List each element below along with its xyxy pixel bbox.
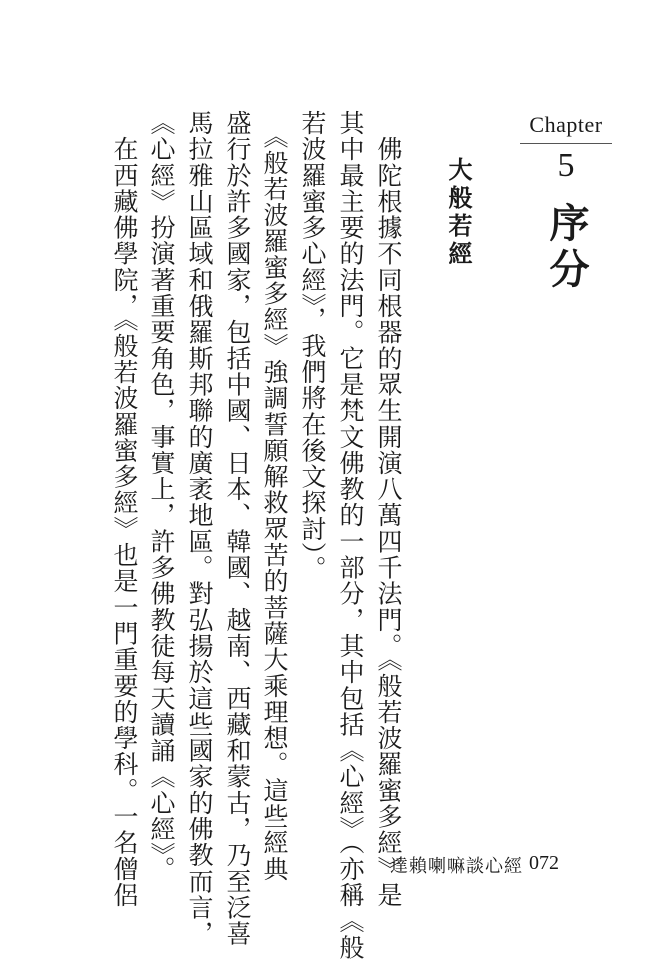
body-column-7: 《心經》扮演著重要角色，事實上，許多佛教徒每天讀誦《心經》。: [147, 110, 176, 882]
body-column-5: 盛行於許多國家，包括中國、日本、韓國、越南、西藏和蒙古，乃至泛喜: [223, 110, 252, 947]
chapter-label: Chapter: [529, 112, 603, 137]
body-column-4: 《般若波羅蜜多經》強調誓願解救眾苦的菩薩大乘理想。這些經典: [260, 110, 289, 882]
chapter-divider: [520, 143, 612, 144]
body-column-1: 佛陀根據不同根器的眾生開演八萬四千法門。《般若波羅蜜多經》是: [374, 110, 403, 909]
running-footer-title: 達賴喇嘛談心經: [390, 856, 523, 877]
body-column-6: 馬拉雅山區域和俄羅斯邦聯的廣袤地區。對弘揚於這些國家的佛教而言，: [185, 110, 214, 947]
body-column-3: 若波羅蜜多心經》，我們將在後文探討）。: [298, 110, 327, 582]
chapter-title: 序分: [543, 202, 589, 294]
body-column-8: 在西藏佛學院，《般若波羅蜜多經》也是一門重要的學科。一名僧侶: [110, 110, 139, 909]
chapter-number: 5: [557, 147, 575, 184]
page-number: 072: [529, 852, 559, 874]
body-column-2: 其中最主要的法門。它是梵文佛教的一部分，其中包括《心經》（亦稱《般: [336, 110, 365, 960]
section-title: 大般若經: [444, 157, 472, 269]
